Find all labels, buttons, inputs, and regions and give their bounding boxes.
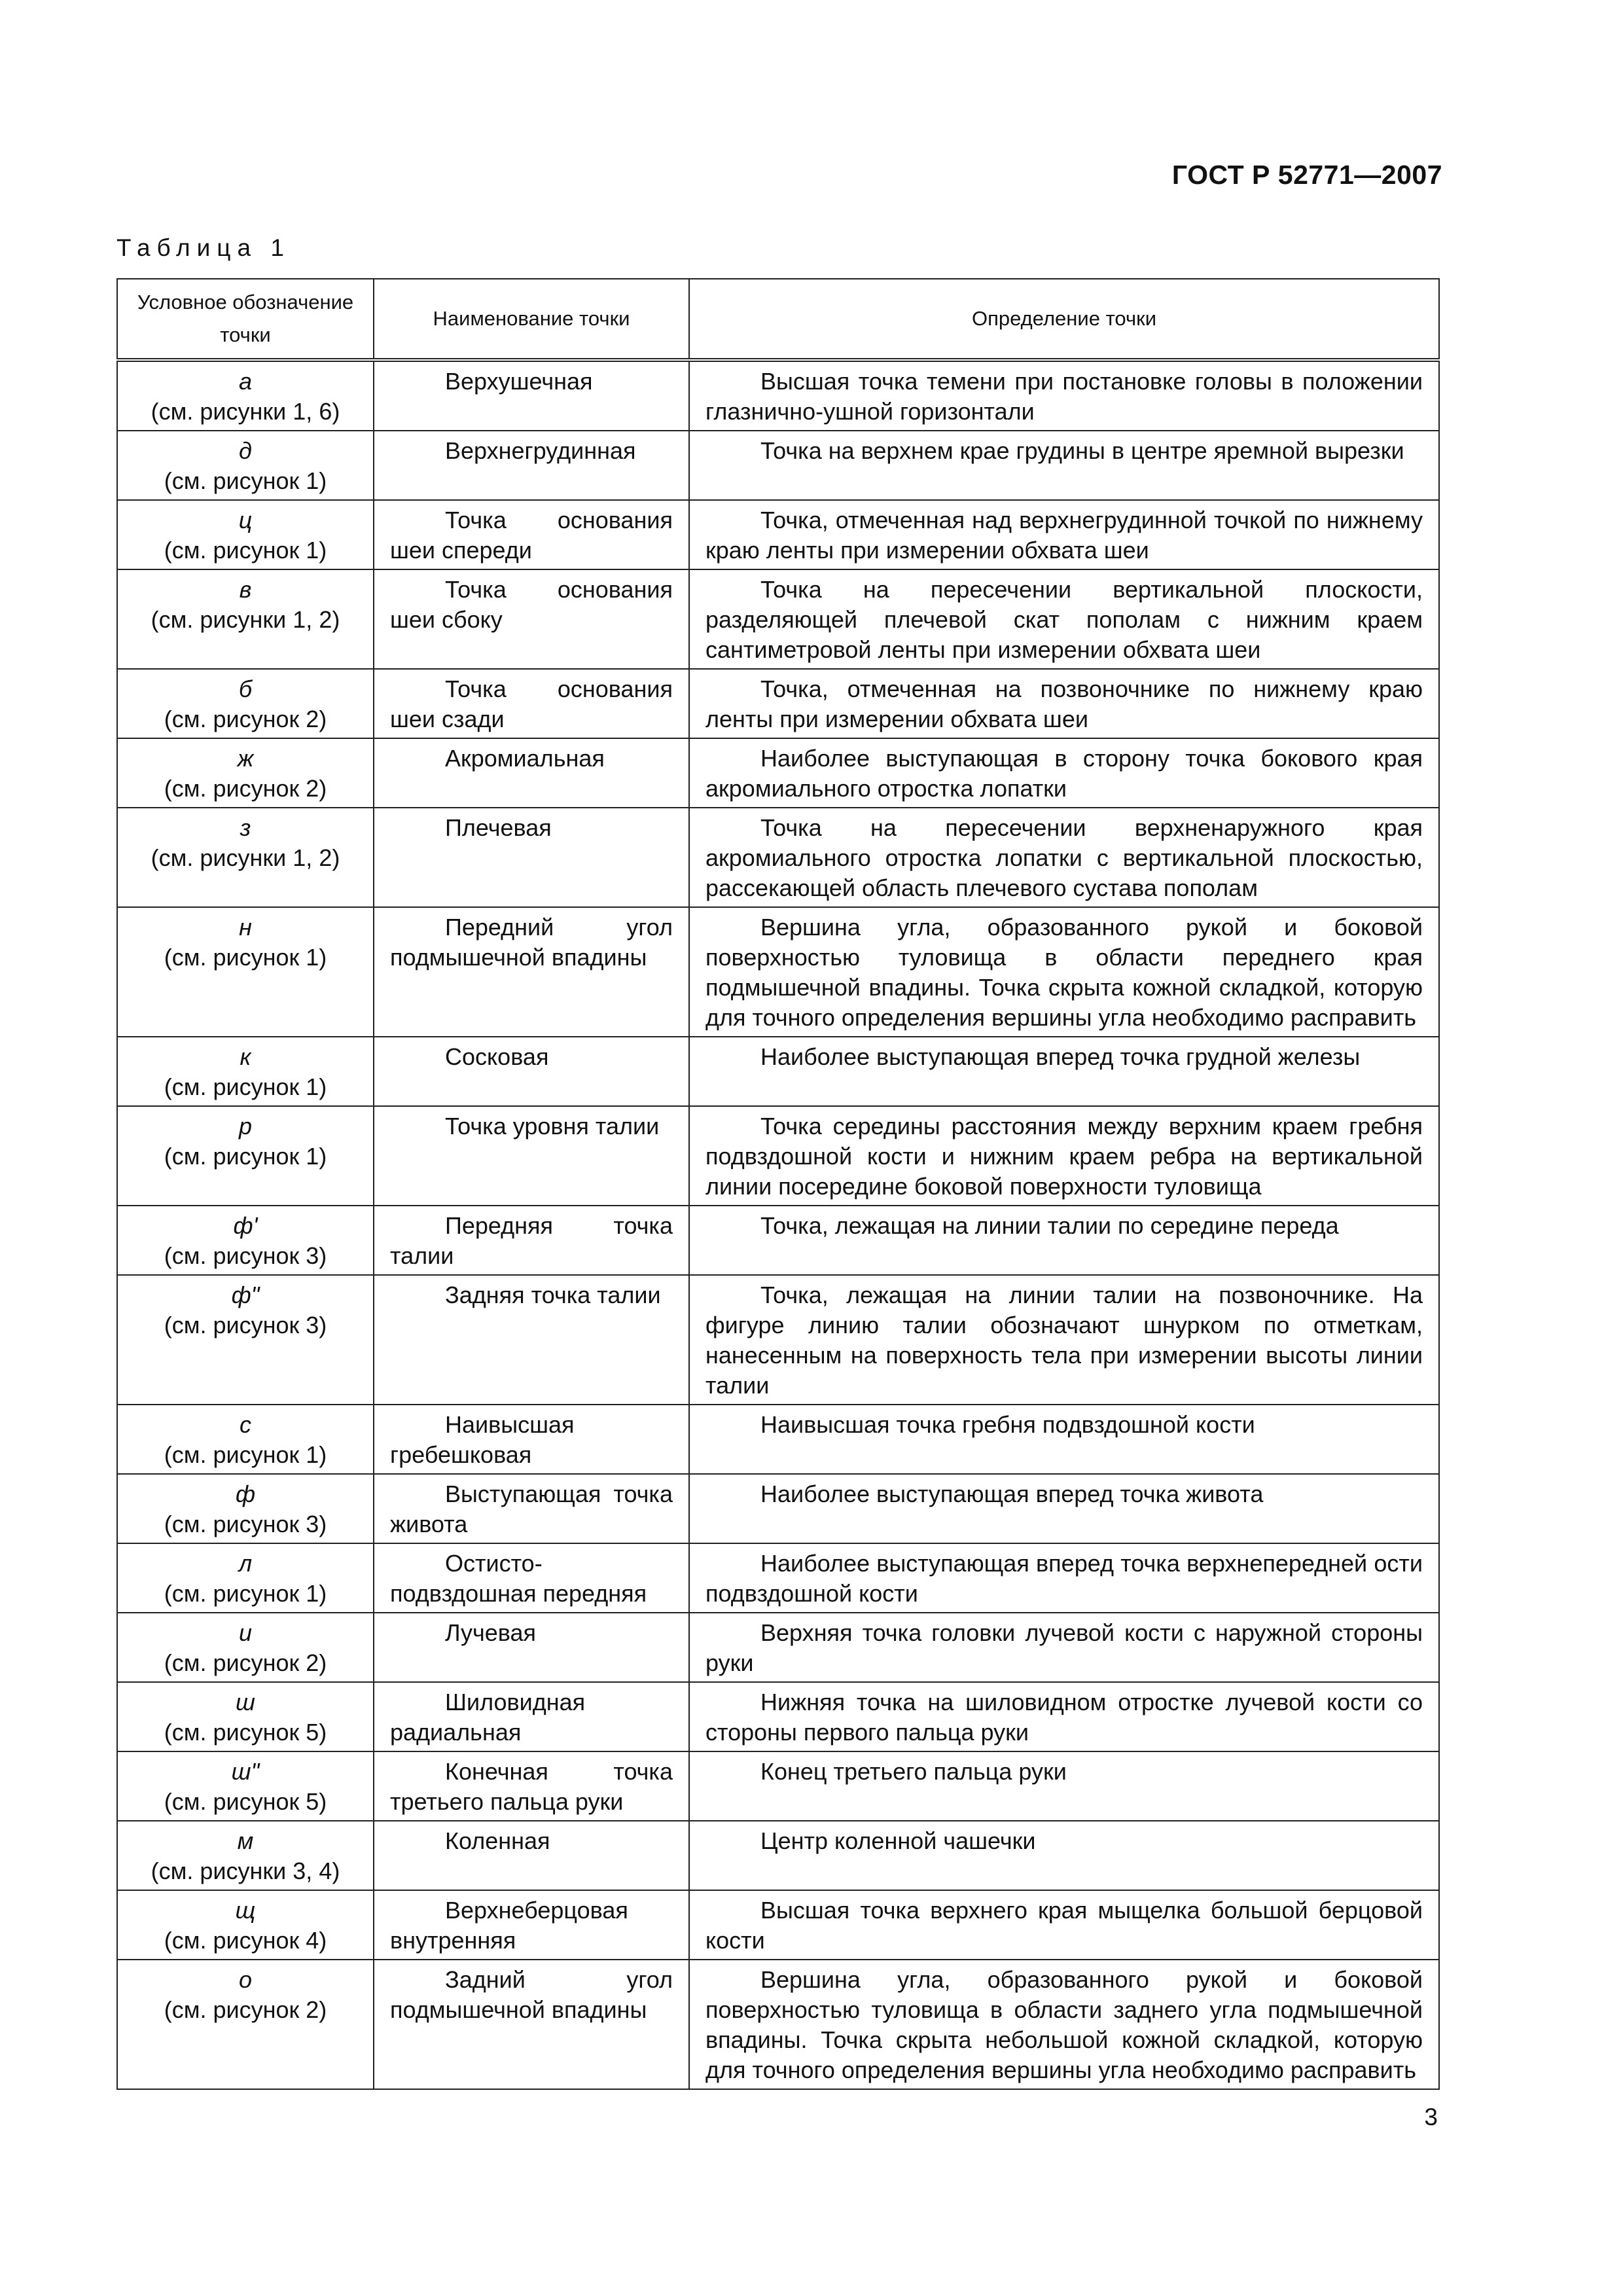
point-symbol: ф (235, 1480, 256, 1507)
point-symbol-cell (117, 907, 374, 1037)
point-name: Верхнеберцовая внутренняя (374, 1890, 689, 1960)
point-definition: Конец третьего пальца руки (689, 1751, 1439, 1821)
point-name: Наивысшая гребешковая (374, 1405, 689, 1474)
point-name: Передняя точка талии (374, 1206, 689, 1275)
point-symbol: р (238, 1113, 253, 1139)
point-symbol: б (238, 675, 253, 702)
table-row (117, 1405, 1439, 1474)
table-row (117, 569, 1439, 669)
point-definition: Точка, отмеченная над верхнегрудинной точкой по нижнему краю ленты при измерении обхвата шеи (689, 500, 1439, 569)
point-definition: Центр коленной чашечки (689, 1821, 1439, 1890)
point-symbol-cell (117, 1037, 374, 1106)
point-definition: Высшая точка верхнего края мыщелка большой берцовой кости (689, 1890, 1439, 1960)
point-name: Шиловидная радиальная (374, 1682, 689, 1751)
figure-reference: (см. рисунок 2) (164, 1649, 327, 1676)
figure-reference: (см. рисунок 1) (164, 1073, 327, 1100)
point-symbol-cell (117, 1405, 374, 1474)
table-row (117, 1821, 1439, 1890)
document-standard-header: ГОСТ Р 52771—2007 (1171, 160, 1442, 190)
point-symbol: к (240, 1043, 251, 1070)
table-body (117, 360, 1439, 2089)
table-row (117, 808, 1439, 907)
figure-reference: (см. рисунок 1) (164, 1580, 327, 1607)
point-symbol-cell (117, 1275, 374, 1405)
point-name: Точка уровня талии (374, 1106, 689, 1206)
figure-reference: (см. рисунок 2) (164, 1996, 327, 2023)
table-row (117, 1206, 1439, 1275)
point-name: Остисто-подвздошная передняя (374, 1543, 689, 1613)
table-row (117, 907, 1439, 1037)
point-symbol-cell (117, 500, 374, 569)
table-row (117, 738, 1439, 808)
point-definition: Вершина угла, образованного рукой и боковой поверхностью туловища в области заднего угла подмышечной впадины. Точка скрыта небольшой кожной складкой, которую для точного определения вершины угла необходимо расправить (689, 1960, 1439, 2089)
point-definition: Высшая точка темени при постановке головы в положении глазнично-ушной горизонтали (689, 360, 1439, 431)
point-symbol-cell (117, 738, 374, 808)
point-symbol-cell (117, 1890, 374, 1960)
point-symbol: с (240, 1411, 251, 1438)
figure-reference: (см. рисунок 1) (164, 467, 327, 494)
point-definition: Верхняя точка головки лучевой кости с наружной стороны руки (689, 1613, 1439, 1682)
point-definition: Точка, лежащая на линии талии по середине переда (689, 1206, 1439, 1275)
point-symbol: ф" (231, 1282, 260, 1308)
anthropometric-points-table (116, 278, 1440, 2090)
figure-reference: (см. рисунок 1) (164, 944, 327, 971)
point-symbol: л (238, 1550, 253, 1577)
point-name: Плечевая (374, 808, 689, 907)
point-definition: Наивысшая точка гребня подвздошной кости (689, 1405, 1439, 1474)
point-symbol-cell (117, 1474, 374, 1543)
figure-reference: (см. рисунки 1, 6) (151, 398, 340, 425)
table-row (117, 1474, 1439, 1543)
column-header-name: Наименование точки (374, 279, 689, 360)
point-symbol: м (237, 1827, 254, 1854)
table-header-row (117, 279, 1439, 360)
point-name: Точка основания шеи сзади (374, 669, 689, 738)
point-symbol: в (239, 576, 252, 603)
table-row (117, 1682, 1439, 1751)
point-symbol-cell (117, 1613, 374, 1682)
point-name: Выступающая точка живота (374, 1474, 689, 1543)
point-symbol: ж (237, 745, 254, 772)
figure-reference: (см. рисунок 3) (164, 1511, 327, 1537)
point-definition: Наиболее выступающая вперед точка живота (689, 1474, 1439, 1543)
point-symbol: д (239, 437, 252, 464)
table-row (117, 1890, 1439, 1960)
point-symbol: о (238, 1966, 253, 1993)
point-name: Задняя точка талии (374, 1275, 689, 1405)
point-symbol-cell (117, 808, 374, 907)
figure-reference: (см. рисунок 4) (164, 1927, 327, 1954)
figure-reference: (см. рисунок 2) (164, 706, 327, 732)
table-row (117, 360, 1439, 431)
point-definition: Наиболее выступающая вперед точка грудной железы (689, 1037, 1439, 1106)
figure-reference: (см. рисунок 3) (164, 1312, 327, 1338)
point-name: Верхушечная (374, 360, 689, 431)
point-name: Сосковая (374, 1037, 689, 1106)
point-name: Точка основания шеи сбоку (374, 569, 689, 669)
point-definition: Точка на пересечении верхненаружного края акромиального отростка лопатки с вертикальной плоскостью, рассекающей область плечевого сустава пополам (689, 808, 1439, 907)
point-name: Точка основания шеи спереди (374, 500, 689, 569)
point-symbol-cell (117, 1821, 374, 1890)
point-symbol: ш" (231, 1758, 260, 1785)
table-row (117, 1960, 1439, 2089)
point-symbol: з (240, 814, 251, 841)
point-symbol-cell (117, 431, 374, 500)
point-name: Конечная точка третьего пальца руки (374, 1751, 689, 1821)
point-symbol: ф' (233, 1212, 258, 1239)
page-number: 3 (1424, 2104, 1438, 2130)
point-definition: Наиболее выступающая в сторону точка бокового края акромиального отростка лопатки (689, 738, 1439, 808)
figure-reference: (см. рисунок 1) (164, 1143, 327, 1170)
point-symbol-cell (117, 360, 374, 431)
column-header-symbol: Условное обозначение точки (117, 279, 374, 360)
point-name: Акромиальная (374, 738, 689, 808)
point-symbol: и (238, 1619, 253, 1646)
point-definition: Точка середины расстояния между верхним краем гребня подвздошной кости и нижним краем ребра на вертикальной линии посередине боковой поверхности туловища (689, 1106, 1439, 1206)
point-symbol-cell (117, 669, 374, 738)
figure-reference: (см. рисунок 1) (164, 1441, 327, 1468)
table-row (117, 500, 1439, 569)
point-definition: Наиболее выступающая вперед точка верхнепередней ости подвздошной кости (689, 1543, 1439, 1613)
table-caption: Таблица 1 (116, 234, 291, 261)
point-symbol-cell (117, 1206, 374, 1275)
figure-reference: (см. рисунок 5) (164, 1719, 327, 1746)
table-row (117, 1037, 1439, 1106)
point-symbol: ш (236, 1689, 255, 1715)
figure-reference: (см. рисунок 2) (164, 775, 327, 802)
point-definition: Точка, лежащая на линии талии на позвоночнике. На фигуре линию талии обозначают шнурком по отметкам, нанесенным на поверхность тела при измерении высоты линии талии (689, 1275, 1439, 1405)
point-symbol: щ (235, 1897, 256, 1924)
point-symbol: а (238, 368, 253, 395)
figure-reference: (см. рисунки 1, 2) (151, 606, 340, 633)
point-symbol-cell (117, 1106, 374, 1206)
point-symbol: ц (238, 507, 253, 533)
point-name: Коленная (374, 1821, 689, 1890)
point-name: Задний угол подмышечной впадины (374, 1960, 689, 2089)
point-definition: Вершина угла, образованного рукой и боковой поверхностью туловища в области переднего края подмышечной впадины. Точка скрыта кожной складкой, которую для точного определения вершины угла необходимо расправить (689, 907, 1439, 1037)
table-row (117, 431, 1439, 500)
figure-reference: (см. рисунки 3, 4) (151, 1857, 340, 1884)
point-definition: Точка на верхнем крае грудины в центре яремной вырезки (689, 431, 1439, 500)
point-name: Передний угол подмышечной впадины (374, 907, 689, 1037)
point-definition: Нижняя точка на шиловидном отростке лучевой кости со стороны первого пальца руки (689, 1682, 1439, 1751)
point-symbol-cell (117, 1751, 374, 1821)
point-symbol-cell (117, 569, 374, 669)
table-row (117, 1275, 1439, 1405)
point-symbol-cell (117, 1682, 374, 1751)
table-row (117, 1613, 1439, 1682)
point-definition: Точка на пересечении вертикальной плоскости, разделяющей плечевой скат пополам с нижним краем сантиметровой ленты при измерении обхвата шеи (689, 569, 1439, 669)
point-definition: Точка, отмеченная на позвоночнике по нижнему краю ленты при измерении обхвата шеи (689, 669, 1439, 738)
figure-reference: (см. рисунок 3) (164, 1242, 327, 1269)
table-row (117, 1543, 1439, 1613)
point-symbol-cell (117, 1543, 374, 1613)
point-name: Лучевая (374, 1613, 689, 1682)
table-row (117, 1751, 1439, 1821)
point-symbol-cell (117, 1960, 374, 2089)
column-header-definition: Определение точки (689, 279, 1439, 360)
table-row (117, 1106, 1439, 1206)
point-symbol: н (239, 914, 252, 941)
figure-reference: (см. рисунки 1, 2) (151, 844, 340, 871)
point-name: Верхнегрудинная (374, 431, 689, 500)
table-row (117, 669, 1439, 738)
figure-reference: (см. рисунок 1) (164, 537, 327, 564)
figure-reference: (см. рисунок 5) (164, 1788, 327, 1815)
